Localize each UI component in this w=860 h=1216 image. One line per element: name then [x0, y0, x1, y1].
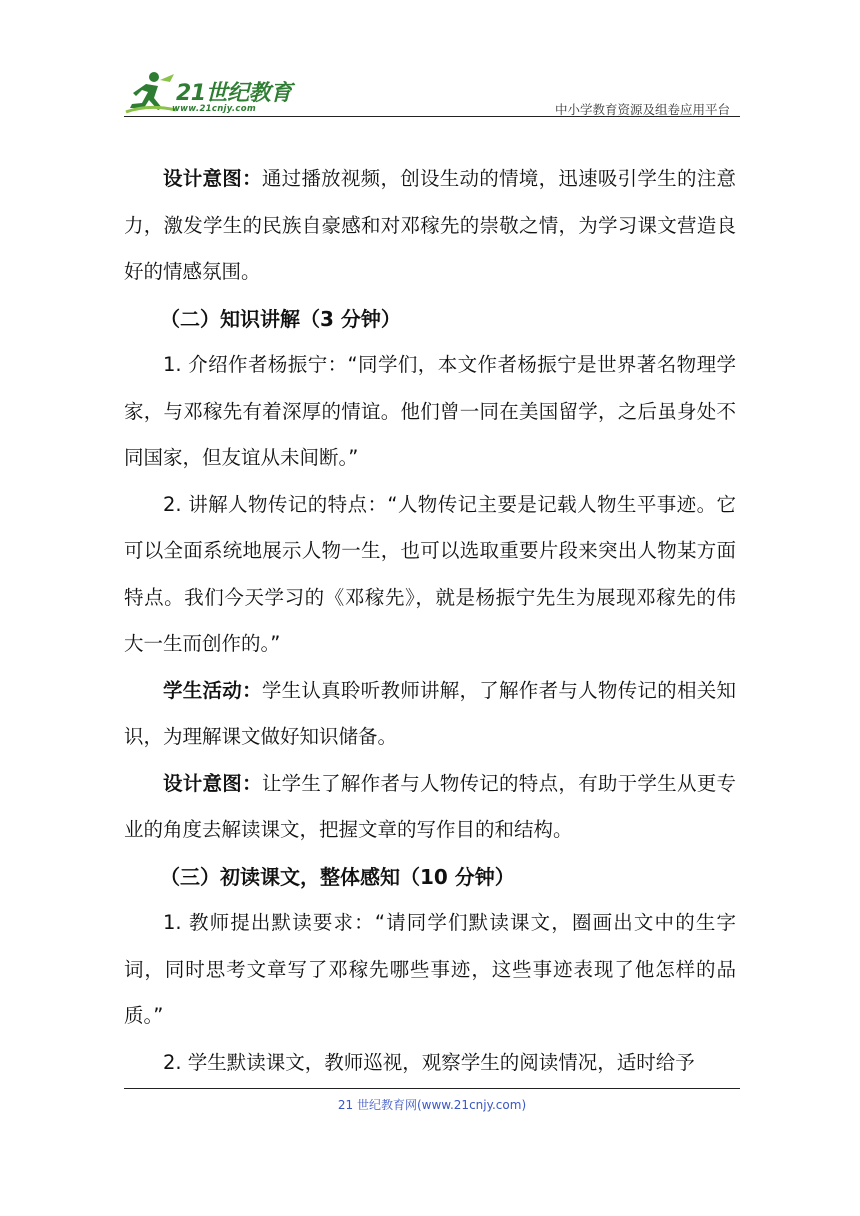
paragraph-label: 学生活动：: [163, 678, 262, 702]
paragraph-design-intent-1: [124, 156, 736, 296]
logo-wordmark: 21世纪教育: [176, 81, 292, 106]
paragraph-label: 设计意图：: [163, 167, 262, 190]
header-divider: [124, 116, 740, 117]
paragraph-label: 设计意图：: [163, 771, 262, 795]
footer-divider: [124, 1088, 740, 1089]
page-header: [124, 62, 740, 120]
paragraph-design-intent-2: [124, 761, 736, 854]
paragraph-author-intro: 1. 介绍作者杨振宁：“同学们，本文作者杨振宁是世界著名物理学家，与邓稼先有着深厚的情谊。他们曾一同在美国留学，之后虽身处不同国家，但友谊从未间断。”: [124, 353, 736, 469]
site-logo[interactable]: [124, 68, 304, 118]
paragraph-text: 学生认真聆听教师讲解，了解作者与人物传记的相关知识，为理解课文做好知识储备。: [124, 678, 736, 748]
section-heading-knowledge: （二）知识讲解（3 分钟）: [160, 306, 401, 331]
paragraph-text: 通过播放视频，创设生动的情境，迅速吸引学生的注意力，激发学生的民族自豪感和对邓稼先的崇敬之情，为学习课文营造良好的情感氛围。: [124, 167, 736, 283]
paragraph-teacher-patrol: 2. 学生默读课文，教师巡视，观察学生的阅读情况，适时给予: [163, 1050, 695, 1074]
paragraph-student-activity: [124, 668, 736, 761]
paragraph-silent-reading: 1. 教师提出默读要求：“请同学们默读课文，圈画出文中的生字词，同时思考文章写了邓稼先哪些事迹，这些事迹表现了他怎样的品质。”: [124, 911, 736, 1027]
paragraph-text: 让学生了解作者与人物传记的特点，有助于学生从更专业的角度去解读课文，把握文章的写作目的和结构。: [124, 771, 736, 841]
paragraph-biography-features: 2. 讲解人物传记的特点：“人物传记主要是记载人物生平事迹。它可以全面系统地展示人物一生，也可以选取重要片段来突出人物某方面特点。我们今天学习的《邓稼先》，就是杨振宁先生为展现邓稼先的伟大一生而创作的。”: [124, 492, 736, 655]
section-heading-first-reading: （三）初读课文，整体感知（10 分钟）: [160, 864, 515, 889]
logo-url: www.21cnjy.com: [172, 104, 256, 114]
header-tagline: 中小学教育资源及组卷应用平台: [554, 102, 730, 117]
footer-link[interactable]: 21 世纪教育网(www.21cnjy.com): [337, 1098, 527, 1112]
document-body: [124, 156, 736, 1086]
